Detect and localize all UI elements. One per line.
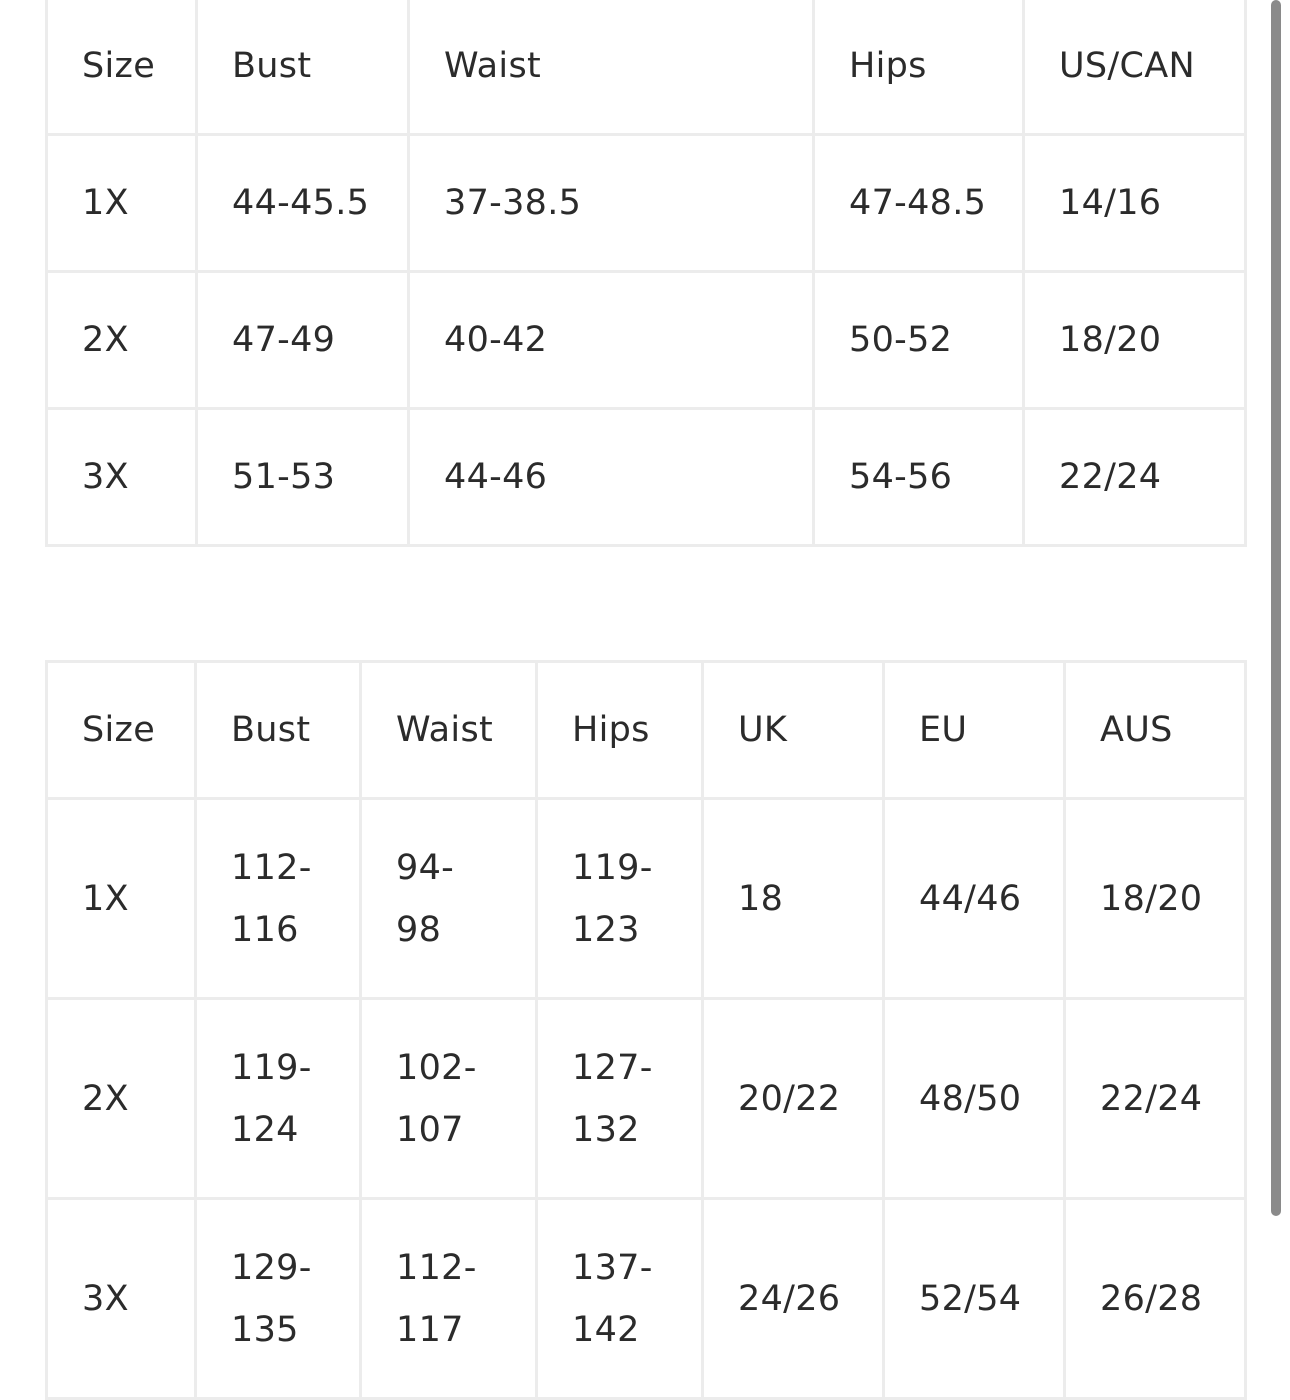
cell-line: 107 (396, 1109, 464, 1150)
cell-bust: 51-53 (197, 409, 409, 546)
cell-waist (361, 999, 537, 1199)
header-aus: AUS (1065, 662, 1246, 799)
cell-hips (537, 1199, 703, 1399)
cell-hips: 47-48.5 (814, 135, 1024, 272)
cell-size: 1X (47, 135, 197, 272)
table-row (47, 409, 1246, 546)
vertical-scrollbar[interactable] (1271, 0, 1281, 1216)
header-hips: Hips (814, 0, 1024, 135)
header-bust: Bust (197, 0, 409, 135)
cell-bust: 44-45.5 (197, 135, 409, 272)
cell-aus: 22/24 (1065, 999, 1246, 1199)
cell-bust (196, 1199, 361, 1399)
cell-line: 137- (572, 1247, 653, 1288)
table-header-row (47, 662, 1246, 799)
table-header-row (47, 0, 1246, 135)
cell-line: 102- (396, 1047, 477, 1088)
cell-eu: 44/46 (884, 799, 1065, 999)
table-row (47, 272, 1246, 409)
table-row (47, 999, 1246, 1199)
header-waist: Waist (361, 662, 537, 799)
cell-line: 132 (572, 1109, 640, 1150)
header-bust: Bust (196, 662, 361, 799)
cell-line: 119- (231, 1047, 312, 1088)
cell-uk: 18 (703, 799, 884, 999)
cell-size: 3X (47, 1199, 196, 1399)
cell-waist (361, 1199, 537, 1399)
cell-aus: 18/20 (1065, 799, 1246, 999)
size-chart-international (45, 660, 1247, 1400)
cell-waist: 40-42 (409, 272, 814, 409)
header-hips: Hips (537, 662, 703, 799)
cell-us-can: 18/20 (1024, 272, 1246, 409)
cell-line: 119- (572, 847, 653, 888)
cell-uk: 24/26 (703, 1199, 884, 1399)
cell-hips (537, 799, 703, 999)
cell-hips: 50-52 (814, 272, 1024, 409)
cell-hips (537, 999, 703, 1199)
table-row (47, 135, 1246, 272)
cell-hips: 54-56 (814, 409, 1024, 546)
cell-line: 117 (396, 1309, 464, 1350)
header-size: Size (47, 662, 196, 799)
cell-waist: 44-46 (409, 409, 814, 546)
cell-us-can: 14/16 (1024, 135, 1246, 272)
cell-waist (361, 799, 537, 999)
cell-line: 142 (572, 1309, 640, 1350)
cell-size: 2X (47, 999, 196, 1199)
cell-line: 129- (231, 1247, 312, 1288)
header-eu: EU (884, 662, 1065, 799)
header-size: Size (47, 0, 197, 135)
cell-bust (196, 799, 361, 999)
cell-eu: 48/50 (884, 999, 1065, 1199)
header-uk: UK (703, 662, 884, 799)
cell-line: 94- (396, 847, 455, 888)
cell-line: 124 (231, 1109, 299, 1150)
size-chart-us (45, 0, 1247, 547)
header-us-can: US/CAN (1024, 0, 1246, 135)
cell-line: 116 (231, 909, 299, 950)
table-row (47, 1199, 1246, 1399)
cell-eu: 52/54 (884, 1199, 1065, 1399)
cell-line: 98 (396, 909, 442, 950)
cell-bust (196, 999, 361, 1199)
cell-aus: 26/28 (1065, 1199, 1246, 1399)
cell-size: 2X (47, 272, 197, 409)
cell-size: 1X (47, 799, 196, 999)
cell-line: 112- (396, 1247, 477, 1288)
cell-uk: 20/22 (703, 999, 884, 1199)
cell-line: 112- (231, 847, 312, 888)
cell-waist: 37-38.5 (409, 135, 814, 272)
cell-line: 135 (231, 1309, 299, 1350)
cell-line: 123 (572, 909, 640, 950)
table-row (47, 799, 1246, 999)
header-waist: Waist (409, 0, 814, 135)
cell-us-can: 22/24 (1024, 409, 1246, 546)
cell-bust: 47-49 (197, 272, 409, 409)
cell-size: 3X (47, 409, 197, 546)
cell-line: 127- (572, 1047, 653, 1088)
